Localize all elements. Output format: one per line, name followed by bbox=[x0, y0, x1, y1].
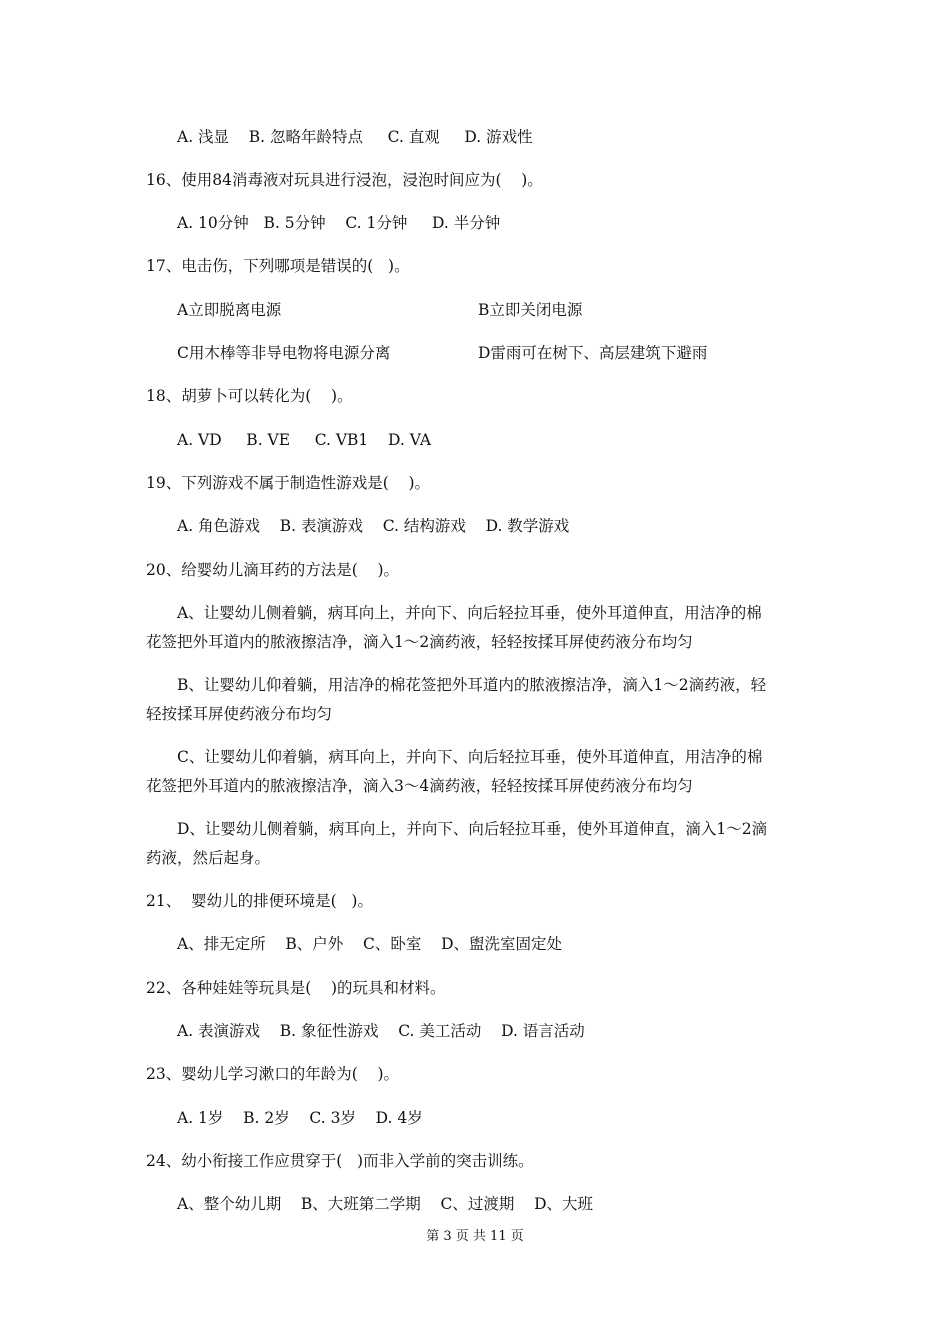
q23-question: 23、婴幼儿学习漱口的年龄为( )。 bbox=[146, 1065, 400, 1083]
q22-options: A. 表演游戏 B. 象征性游戏 C. 美工活动 D. 语言活动 bbox=[177, 1022, 585, 1040]
q16-question: 16、使用84消毒液对玩具进行浸泡，浸泡时间应为( )。 bbox=[146, 171, 543, 189]
q17-option-d: D雷雨可在树下、高层建筑下避雨 bbox=[478, 344, 708, 362]
q15-options: A. 浅显 B. 忽略年龄特点 C. 直观 D. 游戏性 bbox=[177, 128, 533, 146]
q21-options: A、排无定所 B、户外 C、卧室 D、盥洗室固定处 bbox=[177, 935, 562, 953]
q17-option-b: B立即关闭电源 bbox=[478, 301, 583, 319]
q20-option-d-line1: D、让婴幼儿侧着躺，病耳向上，并向下、向后轻拉耳垂，使外耳道伸直，滴入1～2滴 bbox=[177, 820, 768, 838]
q20-option-b-line1: B、让婴幼儿仰着躺，用洁净的棉花签把外耳道内的脓液擦洁净，滴入1～2滴药液，轻 bbox=[177, 676, 767, 694]
q24-question: 24、幼小衔接工作应贯穿于( )而非入学前的突击训练。 bbox=[146, 1152, 534, 1170]
q20-option-c-line1: C、让婴幼儿仰着躺，病耳向上，并向下、向后轻拉耳垂，使外耳道伸直，用洁净的棉 bbox=[177, 748, 763, 766]
q19-question: 19、下列游戏不属于制造性游戏是( )。 bbox=[146, 474, 431, 492]
page-footer: 第 3 页 共 11 页 bbox=[426, 1229, 524, 1244]
q21-question: 21、 婴幼儿的排便环境是( )。 bbox=[146, 892, 373, 910]
q22-question: 22、各种娃娃等玩具是( )的玩具和材料。 bbox=[146, 979, 446, 997]
q20-option-a-line2: 花签把外耳道内的脓液擦洁净，滴入1～2滴药液，轻轻按揉耳屏使药液分布均匀 bbox=[146, 633, 693, 651]
q24-options: A、整个幼儿期 B、大班第二学期 C、过渡期 D、大班 bbox=[177, 1195, 593, 1213]
q17-option-a: A立即脱离电源 bbox=[177, 301, 282, 319]
q18-question: 18、胡萝卜可以转化为( )。 bbox=[146, 387, 353, 405]
q20-option-b-line2: 轻按揉耳屏使药液分布均匀 bbox=[146, 705, 333, 723]
q17-option-c: C用木棒等非导电物将电源分离 bbox=[177, 344, 391, 362]
q19-options: A. 角色游戏 B. 表演游戏 C. 结构游戏 D. 教学游戏 bbox=[177, 517, 570, 535]
q20-question: 20、给婴幼儿滴耳药的方法是( )。 bbox=[146, 561, 400, 579]
q16-options: A. 10分钟 B. 5分钟 C. 1分钟 D. 半分钟 bbox=[177, 214, 501, 232]
q20-option-a-line1: A、让婴幼儿侧着躺，病耳向上，并向下、向后轻拉耳垂，使外耳道伸直，用洁净的棉 bbox=[177, 604, 762, 622]
q20-option-d-line2: 药液，然后起身。 bbox=[146, 849, 271, 867]
q20-option-c-line2: 花签把外耳道内的脓液擦洁净，滴入3～4滴药液，轻轻按揉耳屏使药液分布均匀 bbox=[146, 777, 693, 795]
q18-options: A. VD B. VE C. VB1 D. VA bbox=[177, 431, 432, 449]
q23-options: A. 1岁 B. 2岁 C. 3岁 D. 4岁 bbox=[177, 1109, 423, 1127]
q17-question: 17、电击伤，下列哪项是错误的( )。 bbox=[146, 257, 410, 275]
